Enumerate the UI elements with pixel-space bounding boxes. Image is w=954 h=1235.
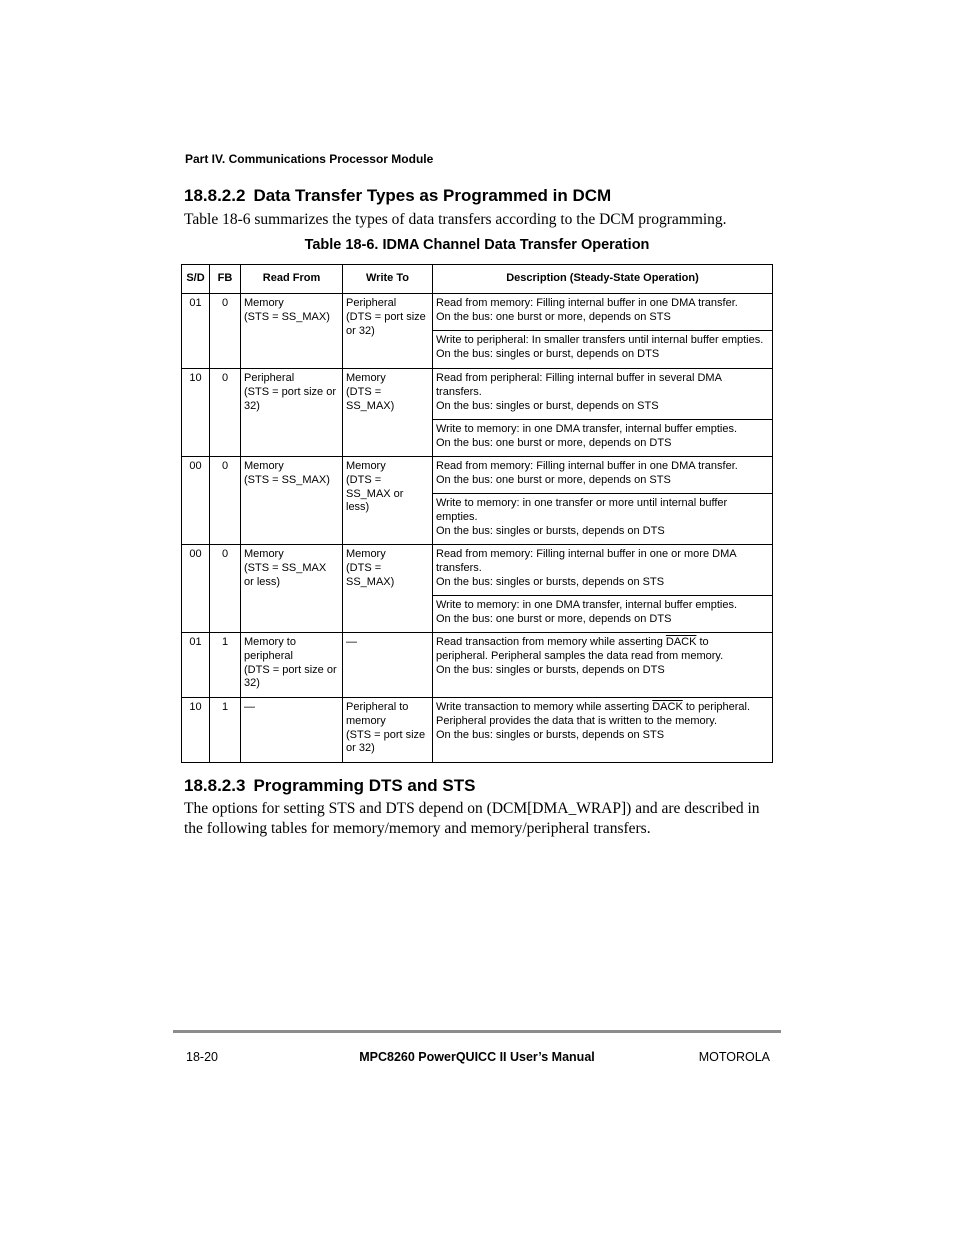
text-line: Write to memory: in one transfer or more until internal buffer	[436, 497, 728, 509]
cell-description-read	[433, 294, 773, 331]
text-line: Peripheral	[346, 297, 397, 309]
text-line: (DTS = port size or	[244, 663, 337, 676]
text-line: Memory	[346, 548, 386, 560]
text-fragment: Read transaction from memory while asserting	[436, 636, 666, 648]
text-line: On the bus: singles or bursts, depends on DTS	[436, 524, 665, 537]
text-line: 32)	[244, 399, 260, 412]
dack-signal: DACK	[665, 636, 697, 648]
text-line: On the bus: singles or burst, depends on STS	[436, 399, 659, 412]
cell-fb: 0	[210, 369, 241, 457]
header-write-to: Write To	[343, 265, 433, 294]
section-title: Programming DTS and STS	[253, 776, 476, 795]
text-line: (STS = port size or	[244, 385, 337, 398]
header-sd: S/D	[182, 265, 210, 294]
text-line: —	[346, 636, 357, 648]
section-heading-data-transfer-types	[184, 186, 611, 206]
cell-description-read	[433, 457, 773, 494]
text-line: Write to memory: in one DMA transfer, internal buffer empties.	[436, 423, 737, 435]
header-fb: FB	[210, 265, 241, 294]
text-fragment: Write transaction to memory while asserting	[436, 701, 653, 713]
cell-description-write	[433, 596, 773, 633]
body-paragraph: The options for setting STS and DTS depend on (DCM[DMA_WRAP]) and are described in the following tables for memory/memory and memory/peripheral transfers.	[184, 800, 760, 837]
text-line: or less)	[244, 575, 281, 588]
cell-sd: 01	[182, 633, 210, 698]
text-line: empties.	[436, 510, 478, 523]
text-line: (DTS =	[346, 561, 382, 574]
cell-description-read	[433, 545, 773, 596]
cell-sd: 01	[182, 294, 210, 369]
footer-divider	[173, 1030, 781, 1033]
page-number: 18-20	[186, 1050, 218, 1064]
text-line: Read from memory: Filling internal buffer in one DMA transfer.	[436, 297, 738, 309]
table-row	[182, 457, 773, 494]
text-line: On the bus: singles or bursts, depends on DTS	[436, 663, 665, 676]
cell-write-to	[343, 698, 433, 763]
cell-write-to	[343, 545, 433, 633]
text-line: or 32)	[346, 324, 375, 337]
text-line: less)	[346, 501, 370, 514]
text-line	[436, 701, 769, 715]
text-fragment: to	[696, 636, 709, 648]
text-line: Memory	[244, 460, 284, 472]
text-line: Memory	[244, 297, 284, 309]
section-number: 18.8.2.2	[184, 186, 246, 205]
text-line: Memory	[346, 460, 386, 472]
text-line: On the bus: singles or burst, depends on DTS	[436, 347, 660, 360]
text-line: Write to peripheral: In smaller transfers until internal buffer empties.	[436, 334, 764, 346]
text-line: Peripheral to	[346, 701, 409, 713]
header-read-from: Read From	[241, 265, 343, 294]
text-line: transfers.	[436, 561, 482, 574]
text-line: On the bus: one burst or more, depends on DTS	[436, 436, 672, 449]
text-fragment: to peripheral.	[682, 701, 751, 713]
dack-signal: DACK	[652, 701, 683, 713]
cell-write-to	[343, 633, 433, 698]
cell-fb: 1	[210, 698, 241, 763]
section-title: Data Transfer Types as Programmed in DCM	[253, 186, 612, 205]
cell-read-from	[241, 633, 343, 698]
text-line: Read from memory: Filling internal buffer in one or more DMA	[436, 548, 737, 560]
section-heading-programming-dts-sts	[184, 776, 475, 796]
text-line: On the bus: singles or bursts, depends on STS	[436, 575, 665, 588]
text-line: (STS = port size	[346, 728, 426, 741]
intro-paragraph: Table 18-6 summarizes the types of data transfers according to the DCM programming.	[184, 211, 727, 228]
cell-fb: 0	[210, 457, 241, 545]
text-line: (STS = SS_MAX)	[244, 310, 330, 323]
text-line: (STS = SS_MAX	[244, 561, 327, 574]
cell-read-from	[241, 698, 343, 763]
transfer-operation-table	[181, 264, 773, 763]
text-line: peripheral	[244, 649, 293, 662]
text-line: SS_MAX or	[346, 487, 404, 500]
text-line: Memory	[244, 548, 284, 560]
cell-description-read	[433, 369, 773, 420]
text-line: SS_MAX)	[346, 575, 395, 588]
text-line: (DTS = port size	[346, 310, 426, 323]
running-header: Part IV. Communications Processor Module	[185, 152, 434, 166]
text-line: Peripheral	[244, 372, 295, 384]
text-line: or 32)	[346, 742, 375, 755]
table-row	[182, 369, 773, 420]
cell-description-write	[433, 420, 773, 457]
text-line: On the bus: one burst or more, depends on STS	[436, 310, 671, 323]
cell-description	[433, 633, 773, 698]
cell-description-write	[433, 331, 773, 369]
text-line: SS_MAX)	[346, 399, 395, 412]
cell-sd: 10	[182, 698, 210, 763]
header-description: Description (Steady-State Operation)	[433, 265, 773, 294]
text-line: (DTS =	[346, 473, 382, 486]
table-row	[182, 545, 773, 596]
cell-sd: 10	[182, 369, 210, 457]
cell-sd: 00	[182, 457, 210, 545]
text-line: (DTS =	[346, 385, 382, 398]
text-line: (STS = SS_MAX)	[244, 473, 330, 486]
cell-sd: 00	[182, 545, 210, 633]
cell-read-from	[241, 369, 343, 457]
cell-read-from	[241, 545, 343, 633]
text-line: 32)	[244, 677, 260, 690]
table-row	[182, 294, 773, 331]
cell-read-from	[241, 457, 343, 545]
cell-fb: 0	[210, 294, 241, 369]
table-header-row	[182, 265, 773, 294]
section-number: 18.8.2.3	[184, 776, 246, 795]
cell-write-to	[343, 369, 433, 457]
cell-write-to	[343, 294, 433, 369]
text-line: Peripheral provides the data that is written to the memory.	[436, 714, 718, 727]
text-line: Memory	[346, 372, 386, 384]
text-line: transfers.	[436, 385, 482, 398]
cell-fb: 0	[210, 545, 241, 633]
text-line: Read from memory: Filling internal buffer in one DMA transfer.	[436, 460, 738, 472]
table-caption: Table 18-6. IDMA Channel Data Transfer Operation	[304, 237, 650, 253]
text-line: On the bus: one burst or more, depends on DTS	[436, 612, 672, 625]
text-line: On the bus: singles or bursts, depends on STS	[436, 728, 665, 741]
text-line: On the bus: one burst or more, depends on STS	[436, 473, 671, 486]
cell-read-from	[241, 294, 343, 369]
cell-description	[433, 698, 773, 763]
text-line: memory	[346, 714, 386, 727]
text-line: Memory to	[244, 636, 296, 648]
text-line: —	[244, 701, 255, 713]
text-line: peripheral. Peripheral samples the data read from memory.	[436, 649, 724, 662]
manual-title: MPC8260 PowerQUICC II User’s Manual	[359, 1050, 595, 1064]
text-line	[436, 636, 769, 650]
company-name: MOTOROLA	[698, 1050, 770, 1064]
cell-fb: 1	[210, 633, 241, 698]
cell-description-write	[433, 494, 773, 545]
text-line: Write to memory: in one DMA transfer, internal buffer empties.	[436, 599, 737, 611]
text-line: Read from peripheral: Filling internal buffer in several DMA	[436, 372, 722, 384]
table-row	[182, 633, 773, 698]
table-row	[182, 698, 773, 763]
cell-write-to	[343, 457, 433, 545]
